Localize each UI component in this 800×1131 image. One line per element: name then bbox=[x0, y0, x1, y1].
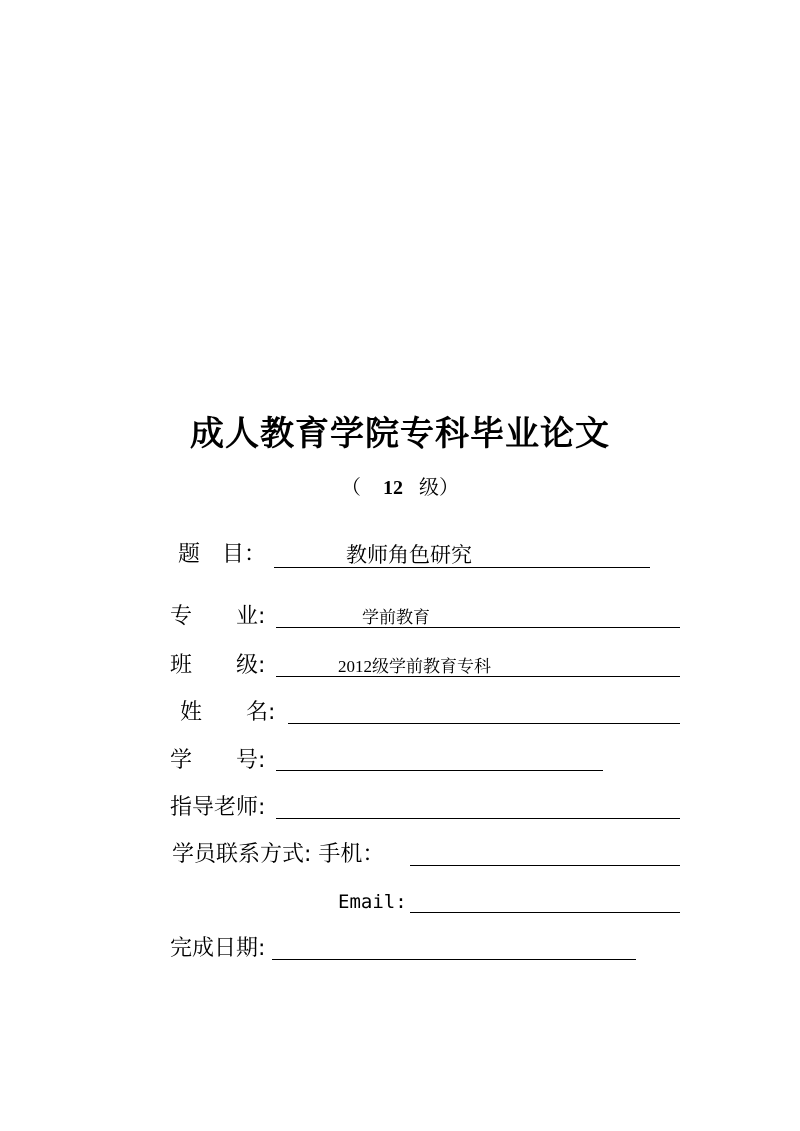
name-label: 姓 名: bbox=[180, 700, 276, 725]
completion-date-underline[interactable] bbox=[272, 959, 636, 960]
advisor-underline[interactable] bbox=[276, 818, 680, 819]
class-name: 级学前教育专科 bbox=[372, 657, 491, 677]
topic-label: 题 目： bbox=[178, 542, 267, 567]
topic-value[interactable]: 教师角色研究 bbox=[346, 543, 472, 567]
major-value[interactable]: 学前教育 bbox=[362, 608, 430, 628]
document-title: 成人教育学院专科毕业论文 bbox=[190, 414, 610, 454]
grade-suffix: 级） bbox=[419, 475, 459, 499]
completion-date-label: 完成日期: bbox=[170, 936, 266, 961]
class-value[interactable] bbox=[338, 654, 491, 680]
contact-underline[interactable] bbox=[410, 865, 680, 866]
grade-year: 12 bbox=[383, 477, 403, 499]
class-label: 班 级: bbox=[170, 653, 266, 678]
advisor-label: 指导老师: bbox=[170, 795, 266, 820]
major-underline bbox=[276, 627, 680, 628]
student-id-label: 学 号: bbox=[170, 748, 266, 773]
class-year: 2012 bbox=[338, 657, 372, 676]
contact-label: 学员联系方式: 手机： bbox=[172, 842, 385, 867]
student-id-underline[interactable] bbox=[276, 770, 603, 771]
major-label: 专 业: bbox=[170, 604, 266, 629]
name-underline[interactable] bbox=[288, 723, 680, 724]
email-underline[interactable] bbox=[410, 912, 680, 913]
grade-open-paren: （ bbox=[341, 475, 361, 499]
grade-line bbox=[0, 474, 800, 501]
email-label: Email: bbox=[338, 891, 407, 913]
